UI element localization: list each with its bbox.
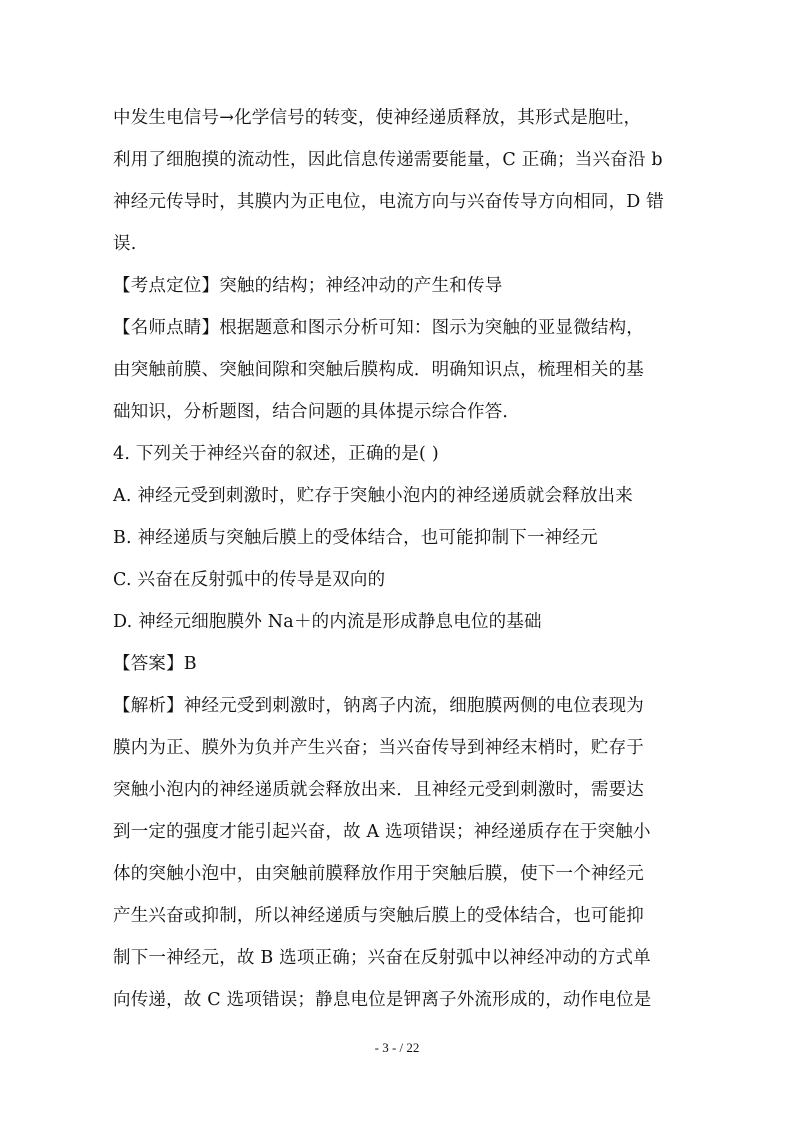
- analysis-line-5: 体的突触小泡中，由突触前膜释放作用于突触后膜，使下一个神经元: [113, 864, 644, 884]
- text-line-8: 础知识，分析题图，结合问题的具体提示综合作答．: [113, 402, 521, 422]
- kaodian-dingwei: 【考点定位】突触的结构；神经冲动的产生和传导: [113, 276, 503, 296]
- option-a: A. 神经元受到刺激时，贮存于突触小泡内的神经递质就会释放出来: [113, 486, 633, 506]
- mingshi-dianjing: 【名师点睛】根据题意和图示分析可知：图示为突触的亚显微结构，: [113, 318, 644, 338]
- text-line-2: 利用了细胞摸的流动性，因此信息传递需要能量，C 正确；当兴奋沿 b: [113, 150, 663, 170]
- option-c: C. 兴奋在反射弧中的传导是双向的: [113, 570, 386, 590]
- page-number: - 3 - / 22: [374, 1040, 420, 1055]
- analysis-line-3: 突触小泡内的神经递质就会释放出来．且神经元受到刺激时，需要达: [113, 780, 644, 800]
- answer: 【答案】B: [113, 654, 197, 674]
- question-4: 4. 下列关于神经兴奋的叙述，正确的是( ): [113, 444, 439, 464]
- analysis-line-8: 向传递，故 C 选项错误；静息电位是钾离子外流形成的，动作电位是: [113, 990, 652, 1010]
- text-line-3: 神经元传导时，其膜内为正电位，电流方向与兴奋传导方向相同，D 错: [113, 192, 664, 212]
- analysis-line-1: 【解析】神经元受到刺激时，钠离子内流，细胞膜两侧的电位表现为: [113, 696, 644, 716]
- text-line-7: 由突触前膜、突触间隙和突触后膜构成．明确知识点，梳理相关的基: [113, 360, 644, 380]
- text-line-1: 中发生电信号→化学信号的转变，使神经递质释放，其形式是胞吐，: [113, 108, 642, 128]
- text-line-4: 误.: [113, 234, 137, 254]
- analysis-line-7: 制下一神经元，故 B 选项正确；兴奋在反射弧中以神经冲动的方式单: [113, 948, 651, 968]
- analysis-line-2: 膜内为正、膜外为负并产生兴奋；当兴奋传导到神经末梢时，贮存于: [113, 738, 644, 758]
- option-d: D. 神经元细胞膜外 Na＋的内流是形成静息电位的基础: [113, 612, 542, 632]
- analysis-line-6: 产生兴奋或抑制，所以神经递质与突触后膜上的受体结合，也可能抑: [113, 906, 644, 926]
- analysis-line-4: 到一定的强度才能引起兴奋，故 A 选项错误；神经递质存在于突触小: [113, 822, 651, 842]
- option-b: B. 神经递质与突触后膜上的受体结合，也可能抑制下一神经元: [113, 528, 598, 548]
